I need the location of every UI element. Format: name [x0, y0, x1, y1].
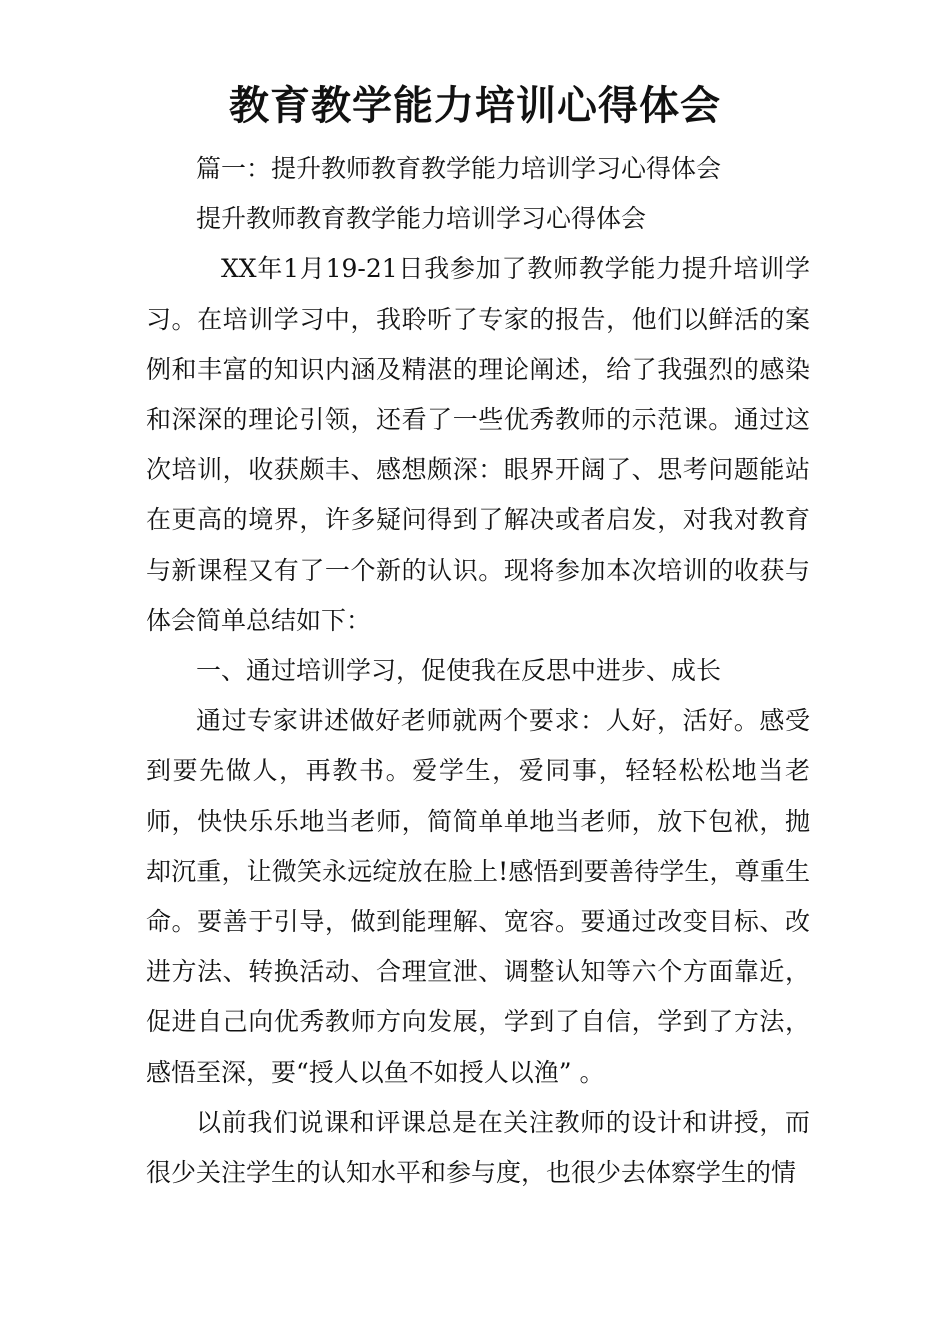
- section-heading: 篇一：提升教师教育教学能力培训学习心得体会: [196, 154, 722, 183]
- section-heading: 一、通过培训学习，促使我在反思中进步、成长: [196, 656, 722, 686]
- subtitle: 提升教师教育教学能力培训学习心得体会: [196, 204, 647, 234]
- body-paragraph: XX年1月19-21日我参加了教师教学能力提升培训学习。在培训学习中，我聆听了专家的报告，他们以鲜活的案例和丰富的知识内涵及精湛的理论阐述，给了我强烈的感染和深深的理论引领，还看了一些优秀教师的示范课。通过这次培训，收获颇丰、感想颇深：眼界开阔了、思考问题能站在更高的境界，许多疑问得到了解决或者启发，对我对教育与新课程又有了一个新的认识。现将参加本次培训的收获与体会简单总结如下：: [146, 254, 810, 635]
- document-body: [146, 144, 810, 1198]
- document-title: 教育教学能力培训心得体会: [229, 82, 721, 129]
- body-paragraph: 以前我们说课和评课总是在关注教师的设计和讲授，而很少关注学生的认知水平和参与度，也很少去体察学生的情: [146, 1107, 810, 1188]
- body-paragraph: 通过专家讲述做好老师就两个要求：人好，活好。感受到要先做人，再教书。爱学生，爱同事，轻轻松松地当老师，快快乐乐地当老师，简简单单地当老师，放下包袱，抛却沉重，让微笑永远绽放在脸上!感悟到要善待学生，尊重生命。要善于引导，做到能理解、宽容。要通过改变目标、改进方法、转换活动、合理宣泄、调整认知等六个方面靠近，促进自己向优秀教师方向发展，学到了自信，学到了方法，感悟至深，要“授人以鱼不如授人以渔” 。: [146, 706, 810, 1087]
